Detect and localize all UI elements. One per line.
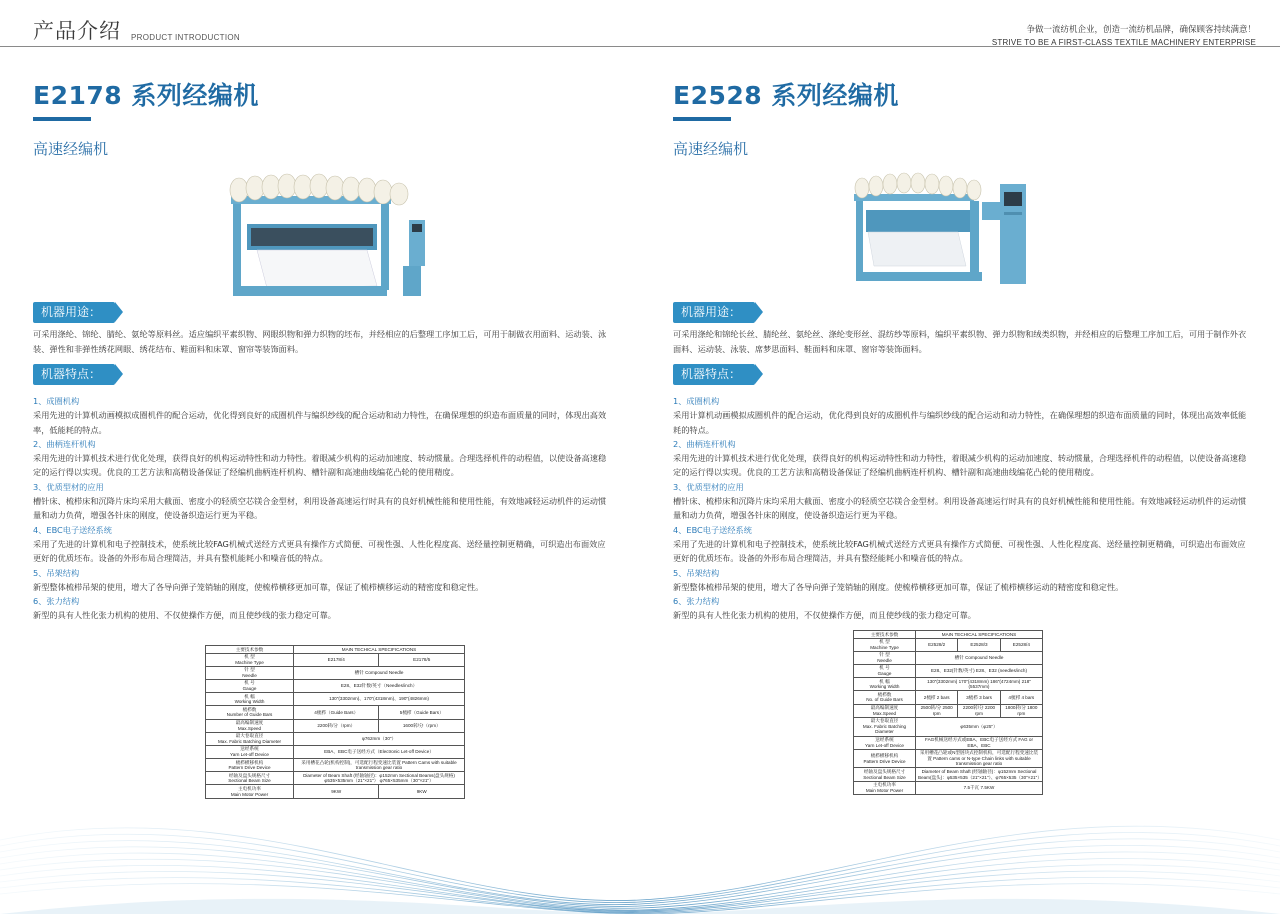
feature-heading: 3、优质型材的应用 xyxy=(673,481,744,492)
table-row xyxy=(854,664,1043,677)
features-list xyxy=(673,394,1251,623)
row-value: Diameter of Beam Shaft (经轴轴径)：φ152mm Sectional Beam(盘头)：φ535×535（21"×21"）、φ765×535（30"×21"） xyxy=(916,768,1043,781)
spec-table xyxy=(205,645,465,799)
features-list xyxy=(33,394,611,623)
row-value: E2528/3 xyxy=(958,638,1000,651)
table-row xyxy=(854,691,1043,704)
feature-heading: 2、曲柄连杆机构 xyxy=(673,438,736,449)
row-value: 3梳栉 3 bars xyxy=(958,691,1000,704)
row-label: 经轴及盘头规格尺寸 Sectional Beam Size xyxy=(854,768,916,781)
slogan-cn: 争做一流纺机企业，创造一流纺机品牌，确保顾客持续满意！ xyxy=(1026,25,1256,35)
page-subtitle: PRODUCT INTRODUCTION xyxy=(131,33,240,42)
feature-text: 采用了先进的计算机和电子控制技术，使系统比较FAG机械式送经方式更具有操作方式简便、可视性强、人性化程度高、送经量控制更精确，可织造出布面效应更好的优质坯布。设备的外形布局合理简洁，并具有整机能耗小和噪音低的特点。 xyxy=(33,538,606,564)
header-divider xyxy=(0,46,1280,47)
table-row xyxy=(206,732,465,745)
row-value: E2178/5 xyxy=(379,653,465,666)
row-value: 4梳栉（Guide Bars） xyxy=(294,706,379,719)
row-value: E28、E32针数/英寸（Needles/inch） xyxy=(294,679,465,692)
row-value: 2200转/分 2200 rpm xyxy=(958,704,1000,717)
row-label: 机 号 Gauge xyxy=(206,679,294,692)
feature-text: 新型整体梳栉吊架的使用，增大了各导向弹子笼销轴的刚度。使梳栉横移更加可靠，保证了梳栉横移运动的精密度和稳定性。 xyxy=(673,581,1124,592)
row-value: 5梳栉（Guide Bars） xyxy=(379,706,465,719)
product-title: E2528 系列经编机 xyxy=(673,81,899,110)
features-label: 机器特点： xyxy=(673,364,755,385)
table-row xyxy=(206,759,465,772)
row-value: 槽针 Compound Needle xyxy=(916,651,1043,664)
table-row xyxy=(206,666,465,679)
row-value: E2178/4 xyxy=(294,653,379,666)
row-value: 1800转/分 1800 rpm xyxy=(1000,704,1042,717)
feature-heading: 2、曲柄连杆机构 xyxy=(33,438,96,449)
feature-text: 采用计算机动画模拟成圈机件的配合运动，优化得到良好的成圈机件与编织纱线的配合运动和动力特性，在确保理想的织造布面质量的同时，体现出高效率低能耗的特点。 xyxy=(673,410,1247,435)
row-label: 针 型 Needle xyxy=(854,651,916,664)
product-title: E2178 系列经编机 xyxy=(33,81,259,110)
page-header xyxy=(33,18,240,44)
row-value: 9KW xyxy=(294,785,379,798)
spec-table xyxy=(853,630,1043,795)
row-value: 2500转/分 2500 rpm xyxy=(916,704,958,717)
table-header-cn: 主要技术参数 xyxy=(206,646,294,654)
feature-heading: 4、EBC电子送经系统 xyxy=(673,524,752,535)
row-value: E28、E32(针数/英寸) E28、E32 (needles/inch) xyxy=(916,664,1043,677)
row-label: 针 型 Needle xyxy=(206,666,294,679)
row-value: 130"(3302mm)、170"(4318mm)、190"(4826mm) xyxy=(294,693,465,706)
row-value: 1600转/分（rpm） xyxy=(379,719,465,732)
feature-heading: 3、优质型材的应用 xyxy=(33,481,104,492)
row-label: 梳栉数 No. of Guide Bars xyxy=(854,691,916,704)
product-subtitle: 高速经编机 xyxy=(673,140,749,158)
table-row xyxy=(854,678,1043,691)
row-label: 最高编制速度 Max.Speed xyxy=(854,704,916,717)
row-value: 2200转/分（rpm） xyxy=(294,719,379,732)
table-row xyxy=(854,704,1043,717)
slogan-en: STRIVE TO BE A FIRST-CLASS TEXTILE MACHINERY ENTERPRISE xyxy=(991,38,1256,47)
table-row xyxy=(206,693,465,706)
feature-heading: 4、EBC电子送经系统 xyxy=(33,524,112,535)
table-row xyxy=(854,651,1043,664)
feature-text: 新型的具有人性化张力机构的使用、不仅使操作方便，而且使纱线的张力稳定可靠。 xyxy=(33,610,336,621)
feature-text: 采用先进的计算机技术进行优化处理，获得良好的机构运动特性和动力特性，着眼减少机构的运动加速度、转动惯量，合理选择机件的动程值，以使设备高速稳定的运行得以实现。优良的工艺方法和高精设备保证了经编机曲柄连杆机构、槽针副和高速曲线编花凸轮的使用精度。 xyxy=(673,453,1247,478)
table-header-cn: 主要技术参数 xyxy=(854,631,916,639)
decorative-wave xyxy=(0,780,1280,914)
feature-text: 采用了先进的计算机和电子控制技术，使系统比较FAG机械式送经方式更具有操作方式简便、可视性强、人性化程度高、送经量控制更精确，可织造出布面效应更好的优质坯布。设备的外形布局合理简洁，并具有整经能耗小和噪音低的特点。 xyxy=(673,538,1246,564)
row-label: 梳栉数 Number of Guide Bars xyxy=(206,706,294,719)
row-label: 机 号 Gauge xyxy=(854,664,916,677)
machine-image-e2178 xyxy=(217,168,443,306)
row-value: 槽针 Compound Needle xyxy=(294,666,465,679)
feature-heading: 5、吊架结构 xyxy=(33,567,80,578)
table-header-row xyxy=(854,631,1043,639)
row-label: 机 幅 Working Width xyxy=(206,693,294,706)
row-label: 主电机功率 Main Motor Power xyxy=(206,785,294,798)
feature-heading: 1、成圈机构 xyxy=(673,396,720,406)
usage-text: 可采用涤纶和锦纶长丝、腈纶丝、氨纶丝、涤纶变形丝、混纺纱等原料，编织平素织物、弹力织物和绒类织物，并经相应的后整理工序加工后，可用于制作外衣面料、运动装、泳装、席梦思面料、鞋面料和床罩、窗帘等装饰面料。 xyxy=(673,329,1247,354)
row-value: 130"(3302mm) 170"(4318mm) 186"(4724mm) 218"(5537mm) xyxy=(916,678,1043,691)
row-value: 采用槽花凸轮(机构控制)，可选配行程变速比装置 Pattern Cams with suitable transmission gear ratio xyxy=(294,759,465,772)
title-underline xyxy=(673,117,731,121)
table-row xyxy=(854,736,1043,749)
row-value: 2梳栉 2 bars xyxy=(916,691,958,704)
row-value: EBA、EBC电子送经方式（Electronic Let-off Device） xyxy=(294,745,465,758)
row-label: 机 型 Machine Type xyxy=(206,653,294,666)
row-value: FAG机械送经方式或EBA、EBC电子送经方式 FAG or EBA、EBC xyxy=(916,736,1043,749)
row-label: 送经系统 Yarn Let-off Device xyxy=(854,736,916,749)
row-value: E2528/2 xyxy=(916,638,958,651)
table-row xyxy=(206,653,465,666)
feature-heading: 5、吊架结构 xyxy=(673,567,720,578)
table-row xyxy=(206,679,465,692)
row-label: 梳栉横移机构 Pattern Drive Device xyxy=(206,759,294,772)
feature-heading: 6、张力结构 xyxy=(673,596,720,607)
feature-text: 新型的具有人性化张力机构的使用，不仅使操作方便，而且使纱线的张力稳定可靠。 xyxy=(673,610,976,621)
row-label: 梳栉横移机构 Pattern Drive Device xyxy=(854,749,916,768)
row-label: 最高编制速度 Max.Speed xyxy=(206,719,294,732)
usage-label: 机器用途： xyxy=(33,302,115,323)
table-row xyxy=(206,706,465,719)
product-subtitle: 高速经编机 xyxy=(33,140,109,158)
row-label: 最大卷取直径 Max. Fabric Batching Diameter xyxy=(854,717,916,736)
row-label: 送经系统 Yarn Let-off Device xyxy=(206,745,294,758)
table-header-row xyxy=(206,646,465,654)
row-value: 9KW xyxy=(379,785,465,798)
table-row xyxy=(854,749,1043,768)
feature-text: 槽针床、梳栉床和沉降片床均采用大截面、密度小的轻质空芯镁合金型材，利用设备高速运行时具有的良好机械性能和使用性能，有效地减轻运动机件的运动惯量和动力负荷，增强各针床的刚度，使设备织造运行更为平稳。 xyxy=(33,496,607,521)
feature-heading: 6、张力结构 xyxy=(33,596,80,607)
table-row xyxy=(854,638,1043,651)
table-header-en: MAIN TECHICAL SPECIFICATIONS xyxy=(916,631,1043,639)
row-value: 4梳栉 4 bars xyxy=(1000,691,1042,704)
title-underline xyxy=(33,117,91,121)
row-label: 机 型 Machine Type xyxy=(854,638,916,651)
machine-image-e2528 xyxy=(848,162,1032,296)
feature-text: 采用先进的计算机动画模拟成圈机件的配合运动，优化得到良好的成圈机件与编织纱线的配合运动和动力特性，在确保理想的织造布面质量的同时，体现出高效率，低能耗的特点。 xyxy=(33,410,607,435)
usage-text: 可采用涤纶、锦纶、腈纶、氨纶等原料丝。适应编织平素织物、网眼织物和弹力织物的坯布，并经相应的后整理工序加工后，可用于制做衣用面料、运动装、泳装、弹性和非弹性绣花网眼、绣花结布、鞋面料和床罩、窗帘等装饰面料。 xyxy=(33,329,607,354)
row-label: 经轴及盘头规格尺寸 Sectional Beam Size xyxy=(206,772,294,785)
feature-heading: 1、成圈机构 xyxy=(33,396,80,406)
feature-text: 采用先进的计算机技术进行优化处理，获得良好的机构运动特性和动力特性。着眼减少机构的运动加速度、转动惯量。合理选择机件的动程值，以使设备高速稳定的运行得以实现。优良的工艺方法和高精设备保证了经编机曲柄连杆机构、槽针副和高速曲线编花凸轮的使用精度。 xyxy=(33,453,607,478)
feature-text: 槽针床、梳栉床和沉降片床均采用大截面、密度小的轻质空芯镁合金型材。利用设备高速运行时具有的良好机械性能和使用性能。有效地减轻运动机件的运动惯量和动力负荷，增强各针床的刚度，使设备织造运行更为平稳。 xyxy=(673,496,1247,521)
row-value: E2528/4 xyxy=(1000,638,1042,651)
table-row xyxy=(206,745,465,758)
row-label: 机 幅 Working Width xyxy=(854,678,916,691)
row-label: 主电机功率 Main Motor Power xyxy=(854,781,916,794)
row-value: 7.5千瓦 7.5KW xyxy=(916,781,1043,794)
feature-text: 新型整体梳栉吊架的使用，增大了各导向弹子笼销轴的刚度，使梳栉横移更加可靠，保证了梳栉横移运动的精密度和稳定性。 xyxy=(33,581,484,592)
usage-label: 机器用途： xyxy=(673,302,755,323)
features-label: 机器特点： xyxy=(33,364,115,385)
page-title: 产品介绍 xyxy=(33,19,121,43)
row-value: φ762mm（30"） xyxy=(294,732,465,745)
row-value: Diameter of Beam Shaft (经轴轴径)：φ152mm Sectional Beams(盘头规格) φ535×535mm（21"×21"） φ765×535mm（30"×21"） xyxy=(294,772,465,785)
row-value: 采用槽花凸轮或N型链块式控制机构，可选配行程变速比装置 Pattern cams or N-type Chain links with suitable transmission gear ratio xyxy=(916,749,1043,768)
table-row xyxy=(206,719,465,732)
row-label: 最大卷取直径 Max. Fabric Batching Diameter xyxy=(206,732,294,745)
table-row xyxy=(854,717,1043,736)
row-value: φ635mm（φ25"） xyxy=(916,717,1043,736)
table-header-en: MAIN TECHICAL SPECIFICATIONS xyxy=(294,646,465,654)
